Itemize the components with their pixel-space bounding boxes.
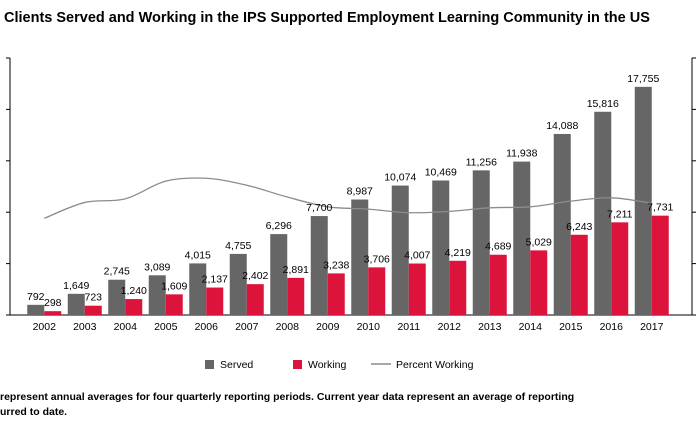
served-bar [230, 254, 247, 315]
x-tick-label: 2013 [478, 321, 502, 333]
served-value-label: 8,987 [346, 185, 373, 198]
working-bar [44, 311, 61, 315]
working-bar [125, 299, 142, 315]
served-value-label: 1,649 [63, 279, 90, 292]
working-bar [287, 278, 304, 315]
served-value-label: 4,015 [184, 249, 211, 262]
legend-label: Working [308, 359, 347, 371]
legend-label: Served [220, 359, 254, 371]
working-value-label: 4,007 [404, 249, 431, 262]
x-tick-label: 2016 [599, 321, 623, 333]
served-value-label: 792 [26, 290, 45, 303]
x-tick-label: 2005 [154, 321, 178, 333]
x-tick-label: 2010 [356, 321, 380, 333]
x-tick-label: 2015 [559, 321, 583, 333]
chart [0, 40, 700, 385]
working-value-label: 723 [84, 291, 103, 304]
served-value-label: 11,938 [506, 147, 538, 160]
chart-title: Clients Served and Working in the IPS Supported Employment Learning Community in the US [4, 10, 650, 26]
x-tick-label: 2006 [194, 321, 218, 333]
working-value-label: 1,240 [120, 285, 147, 298]
working-value-label: 4,219 [444, 246, 471, 259]
working-bar [611, 222, 628, 315]
working-value-label: 5,029 [525, 236, 552, 249]
x-tick-label: 2011 [397, 321, 421, 333]
working-value-label: 298 [43, 297, 62, 310]
x-tick-label: 2004 [113, 321, 137, 333]
x-tick-label: 2012 [437, 321, 461, 333]
served-value-label: 4,755 [225, 239, 252, 252]
working-bar [449, 261, 466, 315]
working-bar [328, 273, 345, 315]
x-tick-label: 2009 [316, 321, 340, 333]
served-value-label: 17,755 [627, 72, 660, 85]
working-value-label: 1,609 [161, 280, 188, 293]
served-value-label: 14,088 [546, 119, 579, 132]
working-bar [85, 306, 102, 315]
footnote [0, 390, 700, 420]
served-value-label: 3,089 [144, 261, 171, 274]
legend-swatch-served [205, 360, 214, 369]
x-tick-label: 2007 [235, 321, 259, 333]
served-value-label: 7,700 [306, 202, 333, 215]
served-bar [27, 305, 44, 315]
legend [205, 359, 474, 371]
working-value-label: 6,243 [566, 220, 593, 233]
working-bar [490, 255, 507, 315]
x-tick-label: 2014 [518, 321, 542, 333]
working-value-label: 4,689 [485, 240, 512, 253]
working-value-label: 2,137 [201, 273, 228, 286]
served-bar [68, 294, 85, 315]
working-bar [368, 267, 385, 315]
served-value-label: 6,296 [265, 220, 292, 233]
x-tick-label: 2002 [32, 321, 56, 333]
served-value-label: 15,816 [586, 97, 619, 110]
legend-swatch-working [293, 360, 302, 369]
legend-label: Percent Working [396, 359, 474, 371]
working-value-label: 2,891 [282, 263, 309, 276]
served-bar [189, 263, 206, 315]
x-tick-label: 2003 [73, 321, 97, 333]
working-value-label: 3,706 [363, 253, 390, 266]
footnote-line-1: represent annual averages for four quarterly reporting periods. Current year data represent an average of reporting [0, 391, 575, 403]
working-value-label: 7,731 [647, 201, 674, 214]
x-tick-labels [33, 321, 664, 333]
working-bar [166, 294, 183, 315]
x-tick-label: 2008 [275, 321, 299, 333]
working-value-label: 3,238 [323, 259, 350, 272]
working-bar [409, 264, 426, 315]
working-bar [571, 235, 588, 315]
served-value-label: 10,469 [424, 166, 457, 179]
working-value-label: 2,402 [242, 270, 269, 283]
served-value-label: 11,256 [465, 156, 497, 169]
working-bar [247, 284, 264, 315]
working-value-label: 7,211 [607, 208, 633, 221]
served-value-label: 10,074 [384, 171, 417, 184]
working-bar [652, 216, 669, 315]
x-tick-label: 2017 [640, 321, 664, 333]
served-value-label: 2,745 [103, 265, 130, 278]
working-bar [206, 288, 223, 315]
footnote-line-2: urred to date. [0, 406, 68, 418]
working-bar [530, 250, 547, 315]
